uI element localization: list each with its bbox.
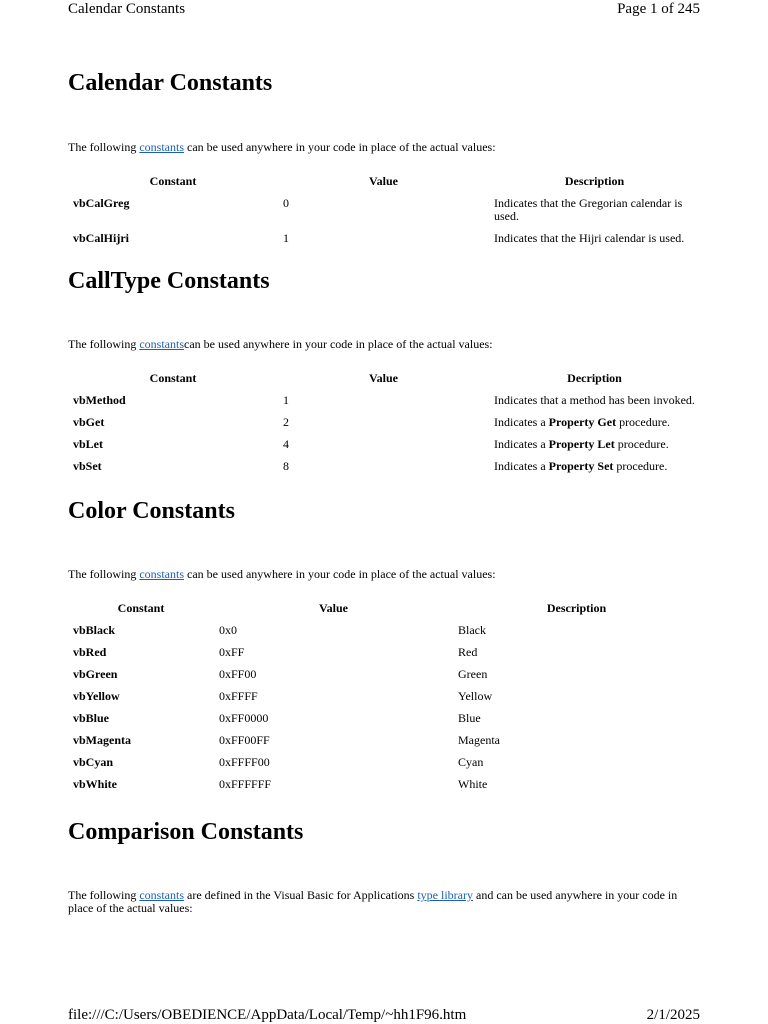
column-header-constant: Constant [149,370,197,385]
constant-description: Black [458,623,486,637]
column-header-value: Value [319,600,348,615]
table-row [68,389,700,411]
constant-value: 4 [283,437,289,451]
page-number: Page 1 of 245 [617,1,700,17]
type-library-link[interactable]: type library [417,888,473,902]
table-row [68,227,700,249]
table-row [68,707,700,729]
description-text: Indicates a [494,415,549,429]
page-header [68,0,700,18]
column-header-value: Value [369,173,398,188]
constant-name: vbBlue [73,711,110,725]
intro-text: The following [68,567,140,581]
intro-text: and can be used anywhere in your code in place of the actual values: [68,888,678,915]
constant-value: 8 [283,459,289,473]
constant-name: vbWhite [73,777,118,791]
constant-description [489,433,700,455]
description-text: procedure. [614,437,669,451]
section-title-calltype: CallType Constants [68,268,270,294]
column-header-value: Value [369,370,398,385]
constant-description: Red [458,645,478,659]
constant-description [489,411,700,433]
constant-description: Indicates that the Hijri calendar is used. [494,231,685,245]
constant-value: 0 [283,196,289,210]
constant-name: vbYellow [73,689,120,703]
constant-description: Green [458,667,488,681]
constant-description: Cyan [458,755,484,769]
constant-description [489,389,700,411]
procedure-name: Property Set [548,459,614,473]
table-header-row [68,367,700,389]
description-text: Indicates that a method has been invoked. [494,393,695,407]
table-row [68,455,700,477]
table-row [68,619,700,641]
constant-name: vbCalHijri [73,231,129,245]
constants-link[interactable]: constants [139,567,184,581]
procedure-name: Property Let [548,437,615,451]
constant-description: White [458,777,488,791]
column-header-constant: Constant [149,173,197,188]
constant-value: 0xFF0000 [219,711,269,725]
constant-name: vbLet [73,437,103,451]
constant-value: 0xFFFF00 [219,755,270,769]
intro-text: The following [68,337,140,351]
print-date: 2/1/2025 [646,1007,700,1023]
page-footer [68,1006,700,1024]
table-header-row [68,597,700,619]
constants-link[interactable]: constants [139,140,184,154]
color-table [68,597,700,795]
constant-name: vbMethod [73,393,126,407]
constant-value: 0xFF00FF [219,733,270,747]
constant-name: vbMagenta [73,733,131,747]
table-row [68,663,700,685]
constant-description: Magenta [458,733,500,747]
constant-name: vbBlack [73,623,116,637]
constant-value: 0xFFFFFF [219,777,272,791]
procedure-name: Property Get [548,415,617,429]
column-header-description: Description [546,600,607,615]
constant-description: Blue [458,711,481,725]
calendar-table [68,170,700,249]
intro-calendar [68,141,688,154]
table-row [68,192,700,227]
table-row [68,751,700,773]
section-title-comparison: Comparison Constants [68,819,304,845]
description-text: Indicates a [494,437,549,451]
table-row [68,685,700,707]
constant-value: 0xFF00 [219,667,257,681]
constant-name: vbGet [73,415,105,429]
column-header-constant: Constant [117,600,165,615]
intro-text: are defined in the Visual Basic for Applications [184,888,418,902]
table-row [68,411,700,433]
constant-name: vbCalGreg [73,196,130,210]
intro-text: can be used anywhere in your code in place of the actual values: [184,337,493,351]
description-text: procedure. [616,415,671,429]
constant-description [489,455,700,477]
constant-value: 1 [283,393,289,407]
header-title: Calendar Constants [68,1,186,17]
intro-text: The following [68,888,140,902]
constant-name: vbGreen [73,667,118,681]
section-title-color: Color Constants [68,498,235,524]
table-header-row [68,170,700,192]
intro-color [68,568,688,581]
section-title-calendar: Calendar Constants [68,70,273,96]
constant-description: Yellow [458,689,493,703]
constants-link[interactable]: constants [139,888,184,902]
constant-value: 0xFF [219,645,245,659]
constant-description: Indicates that the Gregorian calendar is used. [494,196,683,223]
column-header-description: Description [564,173,625,188]
calltype-table [68,367,700,477]
description-text: procedure. [613,459,668,473]
constant-value: 0xFFFF [219,689,258,703]
table-row [68,729,700,751]
constant-name: vbCyan [73,755,114,769]
intro-text: can be used anywhere in your code in place of the actual values: [184,567,496,581]
constant-name: vbSet [73,459,102,473]
table-row [68,773,700,795]
intro-calltype [68,338,688,351]
intro-text: can be used anywhere in your code in place of the actual values: [184,140,496,154]
constants-link[interactable]: constants [139,337,184,351]
description-text: Indicates a [494,459,549,473]
constant-value: 1 [283,231,289,245]
table-row [68,641,700,663]
intro-comparison [68,889,688,915]
constant-value: 0x0 [219,623,237,637]
intro-text: The following [68,140,140,154]
column-header-description: Decription [567,370,622,385]
constant-value: 2 [283,415,289,429]
file-path: file:///C:/Users/OBEDIENCE/AppData/Local/Temp/~hh1F96.htm [68,1007,467,1023]
constant-name: vbRed [73,645,107,659]
table-row [68,433,700,455]
